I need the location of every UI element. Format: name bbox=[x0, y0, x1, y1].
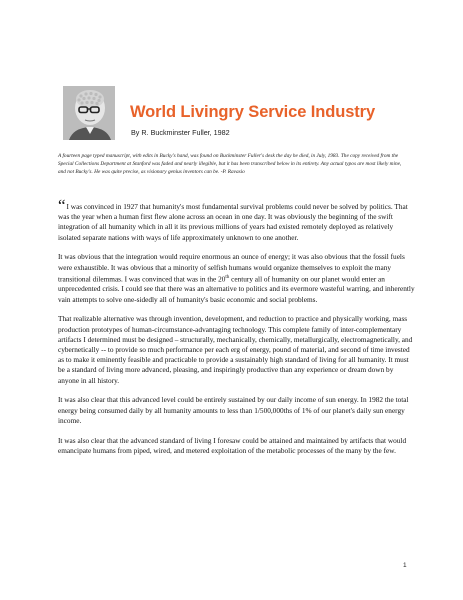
portrait-photo bbox=[63, 86, 115, 140]
page-number: 1 bbox=[403, 562, 407, 569]
paragraph-4: It was also clear that this advanced level could be entirely sustained by our daily income of sun energy. In 1982 the total energy being consumed daily by all humanity amounts to less than 1/500,000ths of 1% of our planet's daily sun energy income. bbox=[58, 395, 409, 425]
portrait-icon bbox=[63, 86, 115, 140]
paragraph-2-superscript: th bbox=[225, 274, 230, 280]
paragraph-2 bbox=[58, 252, 416, 304]
article-body bbox=[58, 196, 416, 466]
paragraph-1 bbox=[58, 196, 416, 243]
paragraph-2-text-b: century all of humanity on our planet would enter an unprecedented crisis. I could see that there was an alternative to politics and its evermore wasteful warring, and inherently vain attempts to solve one-sidedly all of humanity's basic economic and social problems. bbox=[58, 274, 415, 304]
paragraph-3: That realizable alternative was through invention, development, and reduction to practice and physically working, mass production prototypes of human-circumstance-advantaging technology. This complete family of inter-complementary artifacts I determined must be designed – structurally, mechanically, chemically, metallurgically, electromagnetically, and cybernetically -- to provide so much performance per each erg of energy, pound of material, and second of time invested as to make it eminently feasible and practicable to provide a sustainably high standard of living for all humanity. It must be a standard of living more advanced, pleasing, and inspiringly productive than any experience or dream down by anyone in all history. bbox=[58, 314, 413, 385]
page-title: World Livingry Service Industry bbox=[130, 103, 376, 121]
editor-note: A fourteen page typed manuscript, with edits in Bucky's hand, was found on Buckminster Fuller's desk the day he died, in July, 1983. The copy received from the Special Collections Department at Stanford was faded and nearly illegible, but it has been transcribed below in its entirety. Any actual typos are most likely mine, and not Bucky's. He was quite precise, as visionary genius inventors can be. -P. Ravasio bbox=[58, 153, 402, 175]
paragraph-2-text-a: It was obvious that the integration would require enormous an ounce of energy; it was also obvious that the fossil fuels were exhaustible. It was obvious that a minority of selfish humans would organize themselves to exploit the many transitional dilemmas. I was convinced that was in the 20 bbox=[58, 252, 405, 284]
paragraph-5: It was also clear that the advanced standard of living I foresaw could be attained and maintained by artifacts that would emancipate humans from piped, wired, and metered exploitation of the metabolic processes of the many by the few. bbox=[58, 435, 407, 455]
open-quote: “ bbox=[58, 196, 66, 215]
paragraph-1-text: I was convinced in 1927 that humanity's most fundamental survival problems could never be solved by politics. That was the year when a human first flew alone across an ocean in one day. It was obviously the beginning of the swift integration of all humanity which in all it its previous millions of years had existed remotely deployed as relatively isolated separate nations with ways of life approximately unknown to one another. bbox=[58, 202, 408, 242]
author-byline: By R. Buckminster Fuller, 1982 bbox=[131, 128, 230, 137]
